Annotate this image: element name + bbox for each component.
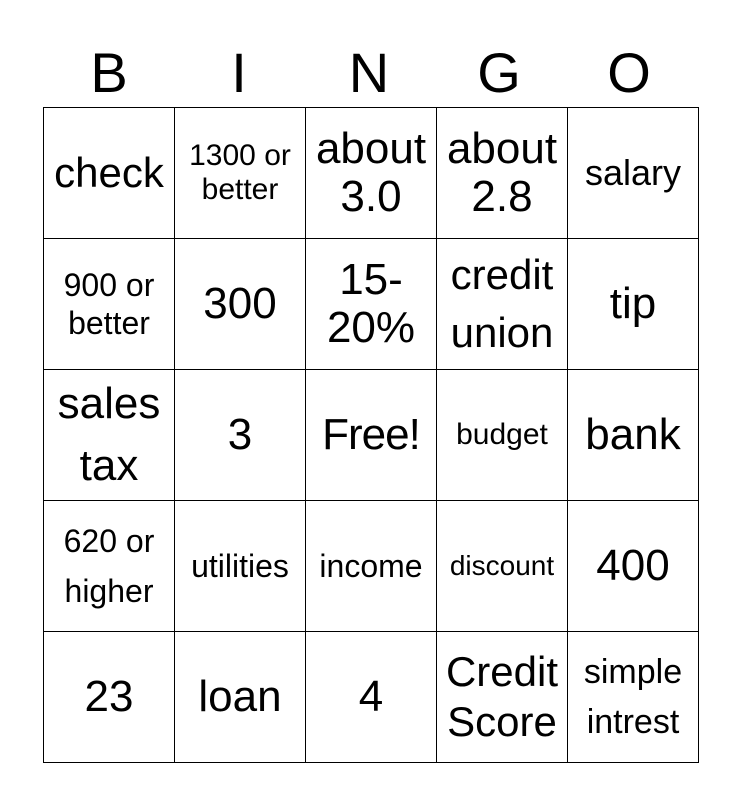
cell-text: tip <box>609 279 657 328</box>
board-cell <box>437 370 568 501</box>
board-cell <box>44 501 175 632</box>
board-row <box>44 239 699 370</box>
cell-text: loan <box>198 672 282 721</box>
cell-text: 23 <box>84 672 134 721</box>
cell-text: 400 <box>596 541 670 590</box>
board-cell <box>44 108 175 239</box>
bingo-header <box>44 40 694 106</box>
board-row <box>44 501 699 632</box>
cell-text: bank <box>585 410 681 459</box>
cell-text: income <box>319 548 423 584</box>
header-letter-n: N <box>348 41 390 104</box>
cell-text: about 2.8 <box>446 124 558 221</box>
cell-text: 4 <box>358 672 384 721</box>
board-cell <box>175 501 306 632</box>
cell-text: salary <box>584 152 682 193</box>
board-cell <box>568 239 699 370</box>
board-cell <box>568 501 699 632</box>
board-cell <box>437 108 568 239</box>
cell-text: 3 <box>227 410 253 459</box>
board-cell <box>306 239 437 370</box>
cell-text: credit union <box>450 251 554 356</box>
cell-text: 900 or better <box>63 267 155 341</box>
cell-text: 15-20% <box>326 255 416 352</box>
cell-text: simple intrest <box>583 653 683 741</box>
header-letter-g: G <box>477 41 521 104</box>
header-letter-b: B <box>90 41 128 104</box>
cell-text: about 3.0 <box>315 124 427 221</box>
board-cell <box>306 108 437 239</box>
board-cell <box>306 501 437 632</box>
header-letter-i: I <box>231 41 247 104</box>
board-cell <box>568 108 699 239</box>
board-row <box>44 108 699 239</box>
board-cell <box>568 370 699 501</box>
cell-text: check <box>54 149 164 196</box>
board-cell <box>306 370 437 501</box>
board-cell <box>175 370 306 501</box>
cell-text: utilities <box>191 548 289 584</box>
board-cell <box>437 632 568 763</box>
bingo-board <box>43 107 699 763</box>
cell-text: budget <box>456 418 548 451</box>
cell-text: 620 or higher <box>63 523 155 609</box>
board-row <box>44 370 699 501</box>
board-cell <box>44 239 175 370</box>
cell-text: Credit Score <box>445 648 559 745</box>
board-cell <box>437 239 568 370</box>
cell-text: 300 <box>203 279 277 328</box>
board-cell <box>437 501 568 632</box>
board-cell <box>44 632 175 763</box>
header-letter-o: O <box>607 41 651 104</box>
board-cell <box>306 632 437 763</box>
board-cell <box>568 632 699 763</box>
board-row <box>44 632 699 763</box>
cell-text: 1300 or better <box>189 139 291 206</box>
cell-text: discount <box>449 550 555 581</box>
cell-text: sales tax <box>57 379 161 490</box>
board-cell <box>175 108 306 239</box>
board-cell <box>44 370 175 501</box>
cell-text: Free! <box>322 410 420 459</box>
board-cell <box>175 239 306 370</box>
board-cell <box>175 632 306 763</box>
